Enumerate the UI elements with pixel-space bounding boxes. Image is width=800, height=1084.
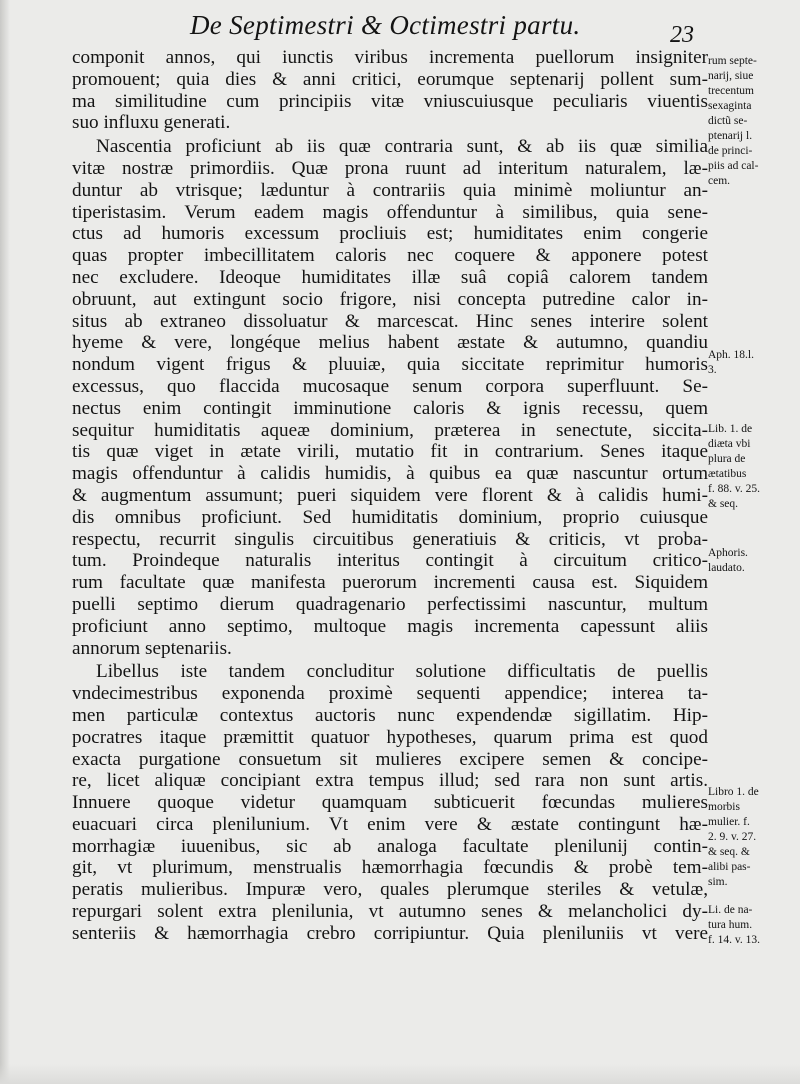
page-gutter-shadow: [0, 0, 10, 1084]
text-line: Innuere quoque videtur quamquam subticuerit fœcundas mulieres: [72, 792, 708, 814]
margin-note-line: f. 14. v. 13.: [708, 934, 760, 946]
margin-note-line: diæta vbi: [708, 438, 751, 450]
text-line: puelli septimo dierum quadragenario perfectissimi nascuntur, multum: [72, 593, 708, 615]
margin-note: [708, 54, 796, 189]
margin-note-line: 2. 9. v. 27.: [708, 831, 757, 843]
text-line: annorum septenariis.: [72, 637, 232, 659]
text-line: quas propter imbecillitatem caloris nec coquere & apponere potest: [72, 245, 708, 267]
margin-note-line: morbis: [708, 801, 740, 813]
margin-note-line: f. 88. v. 25.: [708, 483, 760, 495]
text-line: tum. Proindeque naturalis interitus contingit à circuitum critico-: [72, 550, 708, 572]
margin-note-line: Lib. 1. de: [708, 423, 753, 435]
text-line: exacta purgatione consuetum sit mulieres excipere semen & concipe-: [72, 748, 708, 770]
text-line: re, licet aliquæ concipiant extra tempus illud; sed rara non sunt artis.: [72, 770, 708, 792]
margin-note-line: piis ad cal-: [708, 160, 759, 172]
margin-note-line: Aphoris.: [708, 547, 748, 559]
text-line: magis offenduntur à calidis humidis, à quibus ea quæ nascuntur ortum: [72, 463, 708, 485]
text-line: ma similitudine cum principiis vitæ vniuscuiusque peculiaris viuentis: [72, 90, 708, 112]
margin-note-line: trecentum: [708, 85, 754, 97]
margin-note: [708, 546, 796, 576]
paragraph-first-line: Nascentia proficiunt ab iis quæ contraria sunt, & ab iis quæ similia: [96, 136, 708, 158]
margin-note: [708, 903, 796, 948]
margin-note: [708, 785, 796, 890]
text-line: promouent; quia dies & anni critici, eorumque septenarij pollent sum-: [72, 68, 708, 90]
text-line: sequitur humiditatis aqueæ dominium, præterea in senectute, siccita-: [72, 419, 708, 441]
margin-note-line: sexaginta: [708, 100, 752, 112]
paragraph-first-line: Libellus iste tandem concluditur solutione difficultatis de puellis: [96, 661, 708, 683]
margin-note-line: cem.: [708, 175, 731, 187]
text-line: proficiunt anno septimo, multoque magis incrementa capessunt aliis: [72, 615, 708, 637]
text-line: vndecimestribus exponenda proximè sequenti appendice; interea ta-: [72, 683, 708, 705]
text-line: senteriis & hæmorrhagia crebro corripiuntur. Quia pleniluniis vt vere: [72, 922, 708, 944]
text-line: peratis mulieribus. Impuræ vero, quales plerumque steriles & vetulæ,: [72, 879, 708, 901]
margin-note-line: rum septe-: [708, 55, 757, 67]
margin-note-line: narij, siue: [708, 70, 754, 82]
text-line: dis omnibus proficiunt. Sed humiditatis dominium, proprio cuiusque: [72, 506, 708, 528]
margin-note: [708, 348, 796, 378]
margin-note-line: plura de: [708, 453, 746, 465]
margin-note-line: & seq.: [708, 498, 739, 510]
page-bottom-shadow: [0, 1064, 800, 1084]
margin-note: [708, 422, 796, 512]
text-line: respectu, recurrit singulis circuitibus generatiuis & criticis, vt proba-: [72, 528, 708, 550]
text-line: tis quæ viget in ætate virili, mutatio fit in contrarium. Senes itaque: [72, 441, 708, 463]
margin-note-line: sim.: [708, 876, 728, 888]
text-line: nondum vigent frigus & pluuiæ, quia siccitate reprimitur humoris: [72, 354, 708, 376]
text-line: euacuari circa plenilunium. Vt enim vere & æstate contingunt hæ-: [72, 813, 708, 835]
main-text-column: [72, 47, 708, 945]
margin-note-line: de princi-: [708, 145, 753, 157]
text-line: nectus enim contingit imminutione caloris & ignis recessu, quem: [72, 397, 708, 419]
margin-note-line: Aph. 18.l.: [708, 349, 754, 361]
margin-note-line: Libro 1. de: [708, 786, 759, 798]
text-line: pocratres itaque præmittit quatuor hypotheses, quarum prima est quod: [72, 726, 708, 748]
text-line: ctus ad humoris excessum procliuis est; humiditates enim congerie: [72, 223, 708, 245]
margin-note-line: dictũ se-: [708, 115, 748, 127]
page-number: 23: [670, 22, 694, 48]
text-line: duntur ab vtrisque; læduntur à contrariis quia minimè moliuntur an-: [72, 179, 708, 201]
text-line: repurgari solent extra plenilunia, vt autumno senes & melancholici dy-: [72, 901, 708, 923]
text-line: git, vt plurimum, menstrualis hæmorrhagia fœcundis & probè tem-: [72, 857, 708, 879]
margin-note-line: tura hum.: [708, 919, 753, 931]
text-line: rum facultate quæ manifesta puerorum incrementi causa est. Siquidem: [72, 572, 708, 594]
text-line: & augmentum assumunt; pueri siquidem vere florent & à calidis humi-: [72, 484, 708, 506]
running-title: De Septimestri & Octimestri partu.: [190, 10, 581, 40]
text-line: men particulæ contextus auctoris nunc expendendæ sigillatim. Hip-: [72, 704, 708, 726]
margin-note-line: ætatibus: [708, 468, 747, 480]
text-line: hyeme & vere, longéque melius habent æstate & autumno, quandiu: [72, 332, 708, 354]
text-line: componit annos, qui iunctis viribus incrementa puellorum insigniter: [72, 47, 708, 68]
text-line: excessus, quo flaccida mucosaque senum corpora superfluunt. Se-: [72, 375, 708, 397]
margin-note-line: alibi pas-: [708, 861, 751, 873]
text-line: suo influxu generati.: [72, 112, 231, 134]
text-line: morrhagiæ iuuenibus, sic ab analoga facultate plenilunij contin-: [72, 835, 708, 857]
text-line: situs ab extraneo dissoluatur & marcescat. Hinc senes interire solent: [72, 310, 708, 332]
text-line: obruunt, aut extingunt socio frigore, nisi concepta putredine calor in-: [72, 288, 708, 310]
text-line: nec excludere. Ideoque humiditates illæ suâ copiâ calorem tandem: [72, 266, 708, 288]
margin-note-line: ptenarij l.: [708, 130, 753, 142]
text-line: vitæ nostræ primordiis. Quæ prona ruunt ad interitum naturalem, læ-: [72, 157, 708, 179]
text-line: tiperistasim. Verum eadem magis offenduntur à similibus, quia sene-: [72, 201, 708, 223]
margin-note-line: laudato.: [708, 562, 745, 574]
margin-note-line: 3.: [708, 364, 717, 376]
margin-note-line: mulier. f.: [708, 816, 750, 828]
margin-note-line: & seq. &: [708, 846, 750, 858]
margin-note-line: Li. de na-: [708, 904, 753, 916]
